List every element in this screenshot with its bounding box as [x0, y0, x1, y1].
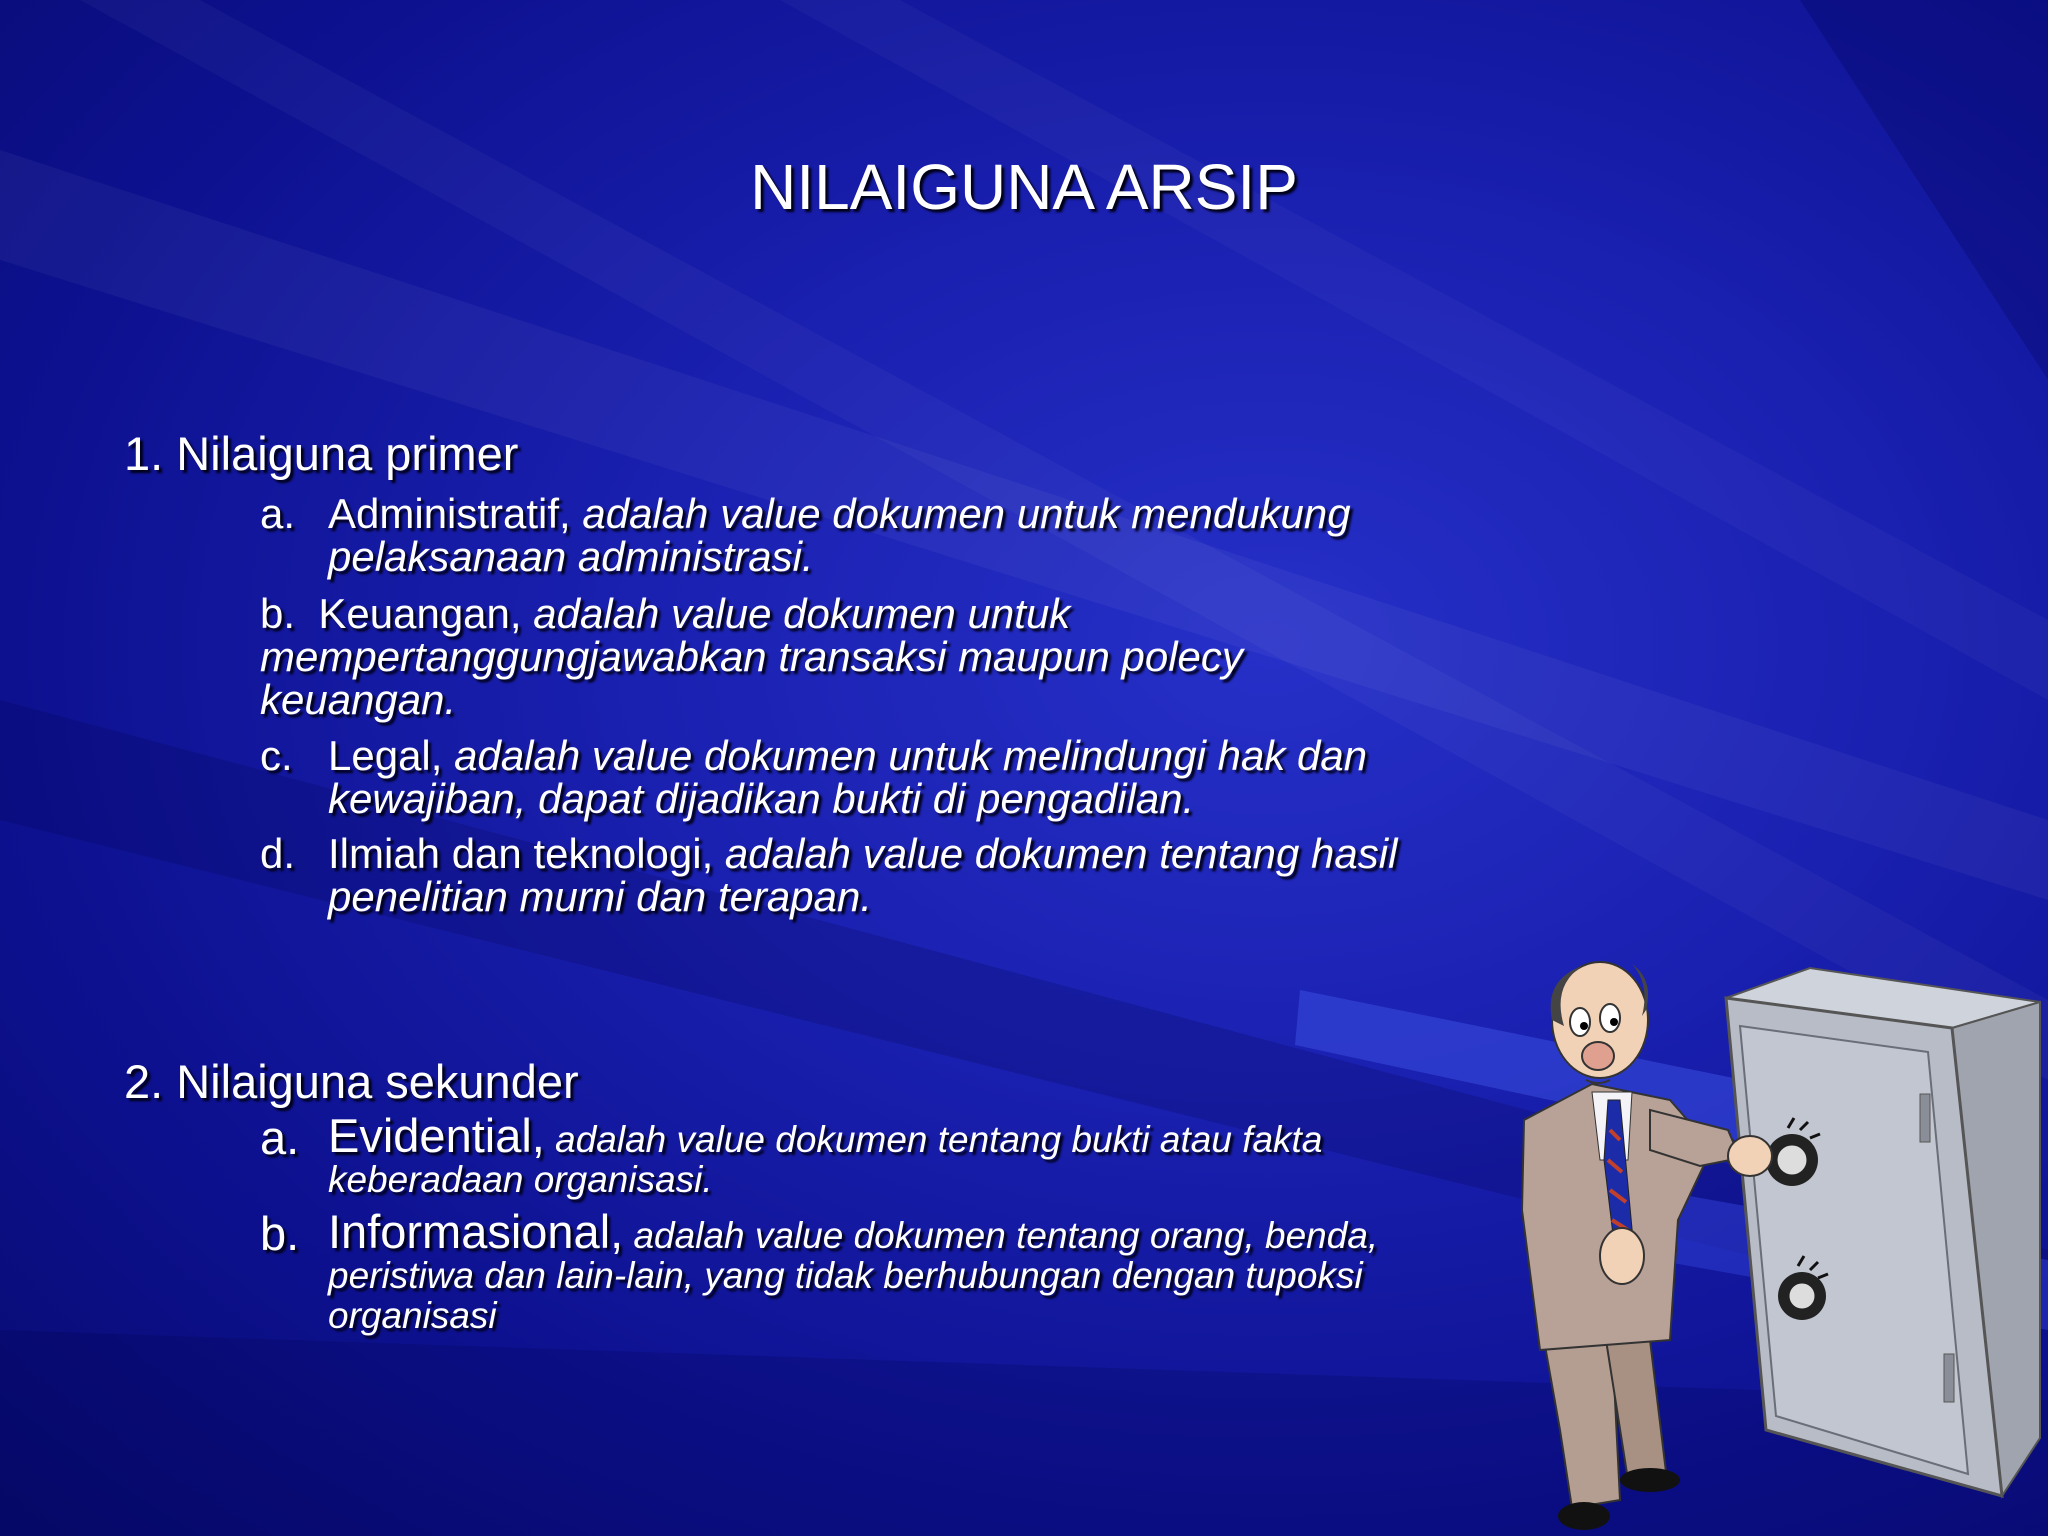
item-description: adalah value dokumen untuk mendukung: [570, 490, 1351, 537]
item-description: adalah value dokumen tentang hasil: [713, 830, 1398, 877]
safe-icon: [1726, 968, 2040, 1496]
item-label: Administratif,: [328, 490, 571, 537]
item-label: Informasional,: [328, 1205, 624, 1258]
item-label: Evidential,: [328, 1109, 545, 1162]
list-item: a. Administratif, adalah value dokumen untuk mendukung pelaksanaan administrasi.: [260, 490, 1351, 580]
list-item: b. Informasional, adalah value dokumen tentang orang, benda, peristiwa dan lain-lain, yang tidak berhubungan dengan tupoksi organisasi: [260, 1205, 1379, 1336]
list-item: d. Ilmiah dan teknologi, adalah value dokumen tentang hasil penelitian murni dan terapan.: [260, 830, 1398, 920]
item-description: adalah value dokumen untuk: [521, 590, 1071, 637]
item-description: adalah value dokumen tentang bukti atau fakta: [544, 1119, 1323, 1160]
item-label: Legal,: [328, 732, 443, 779]
man-opening-safe-illustration: [1500, 960, 2048, 1536]
list-item: a. Evidential, adalah value dokumen tentang bukti atau fakta keberadaan organisasi.: [260, 1109, 1323, 1200]
item-description: adalah value dokumen untuk melindungi hak dan: [442, 732, 1368, 779]
list-item: c. Legal, adalah value dokumen untuk melindungi hak dan kewajiban, dapat dijadikan bukti di pengadilan.: [260, 732, 1368, 822]
section1-heading: 1. Nilaiguna primer: [124, 427, 519, 480]
list-item: b. Keuangan, adalah value dokumen untuk mempertanggungjawabkan transaksi maupun polecy keuangan.: [260, 590, 1243, 723]
item-label: Keuangan,: [318, 590, 522, 637]
slide-title: NILAIGUNA ARSIP: [750, 151, 1298, 223]
section2-heading: 2. Nilaiguna sekunder: [124, 1055, 579, 1108]
item-description: adalah value dokumen tentang orang, benda,: [623, 1215, 1379, 1256]
item-label: Ilmiah dan teknologi,: [328, 830, 714, 877]
